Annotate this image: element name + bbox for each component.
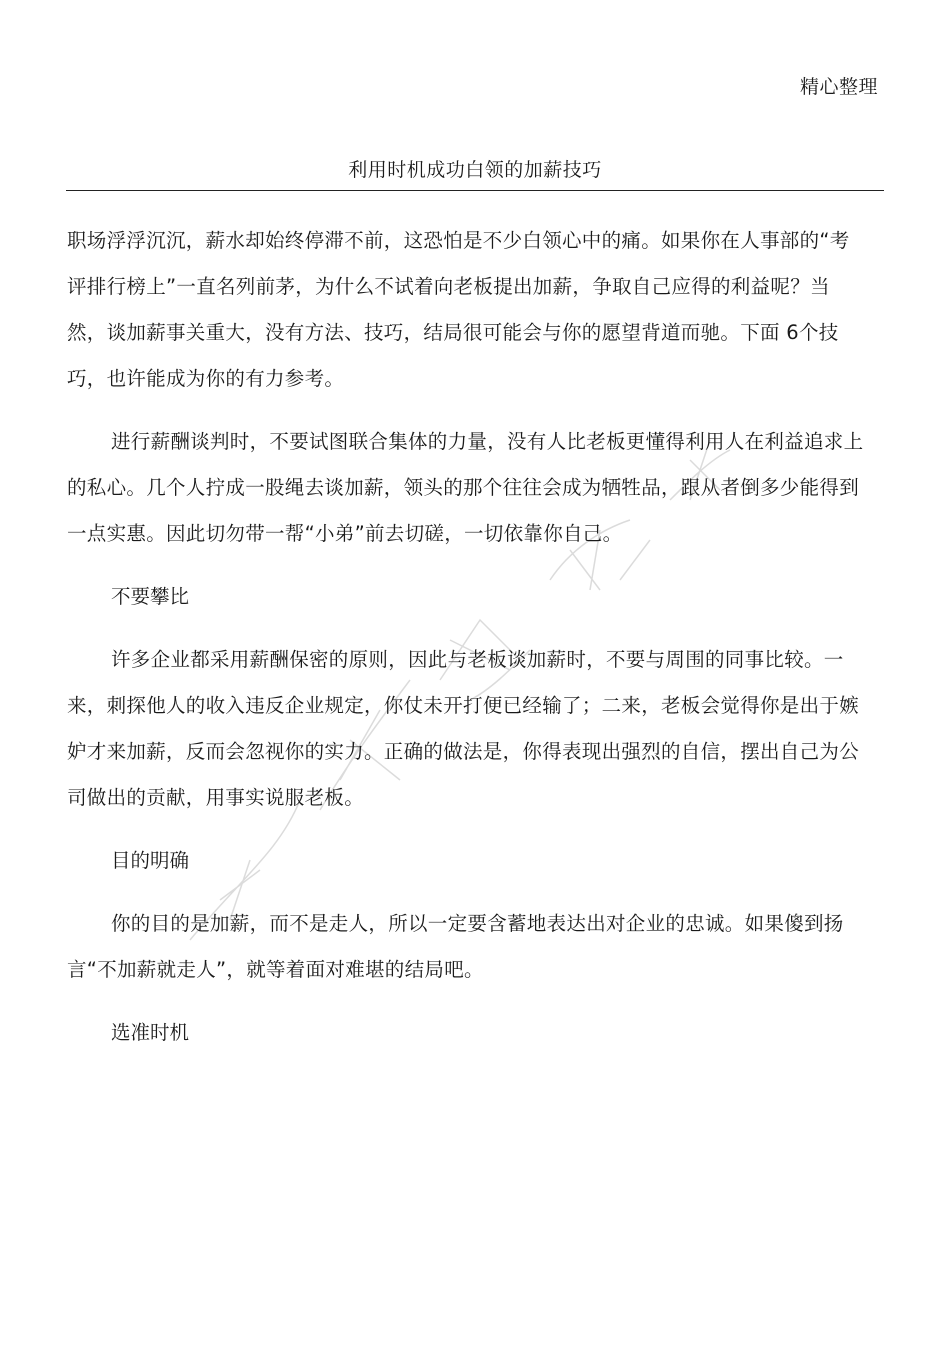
paragraph-3: 你的目的是加薪，而不是走人，所以一定要含蓄地表达出对企业的忠诚。如果傻到扬言“不加薪就走人”，就等着面对难堪的结局吧。 bbox=[67, 912, 844, 981]
section-heading-3: 选准时机 bbox=[111, 1021, 190, 1044]
header-note: 精心整理 bbox=[799, 76, 878, 98]
intro-paragraph: 职场浮浮沉沉，薪水却始终停滞不前，这恐怕是不少白领心中的痛。如果你在人事部的“考评排行榜上”一直名列前茅，为什么不试着向老板提出加薪，争取自己应得的利益呢？当然，谈加薪事关重大，没有方法、技巧，结局很可能会与你的愿望背道而驰。下面 6个技巧，也许能成为你的有力参考。 bbox=[67, 229, 850, 390]
title-divider bbox=[66, 190, 884, 191]
document-title: 利用时机成功白领的加薪技巧 bbox=[348, 159, 602, 181]
paragraph-1: 进行薪酬谈判时，不要试图联合集体的力量，没有人比老板更懂得利用人在利益追求上的私心。几个人拧成一股绳去谈加薪，领头的那个往往会成为牺牲品，跟从者倒多少能得到一点实惠。因此切勿带一帮“小弟”前去切磋，一切依靠你自己。 bbox=[67, 430, 864, 545]
section-heading-2: 目的明确 bbox=[111, 849, 190, 872]
section-heading-1: 不要攀比 bbox=[111, 585, 190, 608]
document-body bbox=[67, 218, 867, 1073]
paragraph-2: 许多企业都采用薪酬保密的原则，因此与老板谈加薪时，不要与周围的同事比较。一来，刺探他人的收入违反企业规定，你仗未开打便已经输了；二来，老板会觉得你是出于嫉妒才来加薪，反而会忽视你的实力。正确的做法是，你得表现出强烈的自信，摆出自己为公司做出的贡献，用事实说服老板。 bbox=[67, 648, 860, 809]
